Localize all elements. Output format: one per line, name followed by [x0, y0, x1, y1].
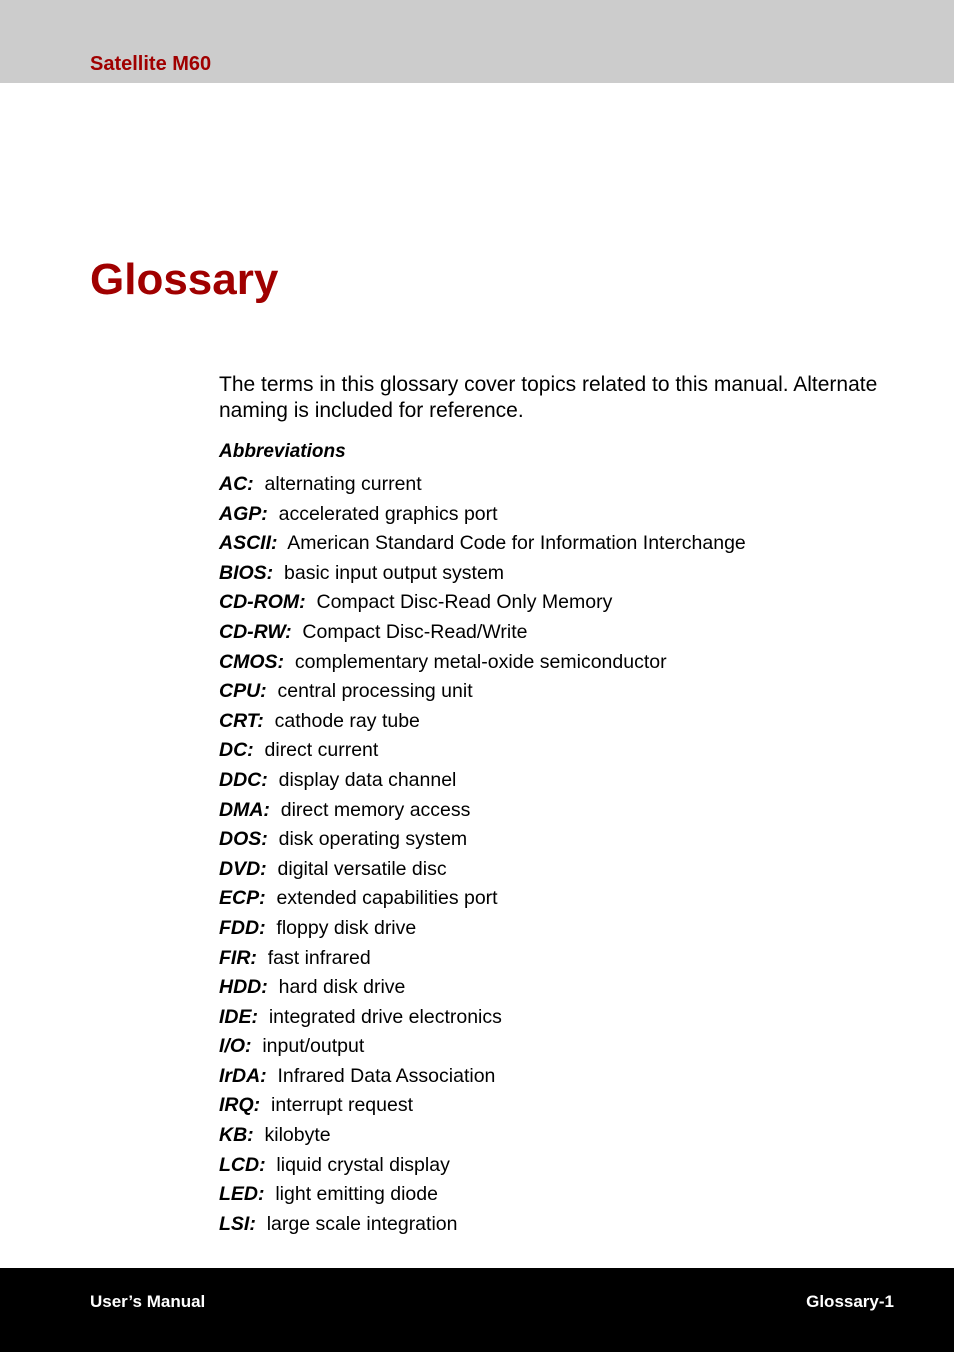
abbreviation-definition: fast infrared: [267, 946, 371, 969]
abbreviation-item: [219, 1210, 919, 1240]
footer-manual-label: User’s Manual: [90, 1292, 206, 1311]
abbreviation-term: CD-ROM:: [219, 591, 306, 614]
abbreviation-item: [219, 944, 919, 974]
abbreviation-term: AC:: [219, 473, 254, 495]
product-name: Satellite M60: [90, 53, 212, 75]
abbreviation-definition: Compact Disc-Read Only Memory: [316, 591, 613, 614]
abbreviation-definition: integrated drive electronics: [268, 1005, 502, 1028]
abbreviation-definition: direct memory access: [280, 798, 471, 821]
abbreviation-item: [219, 1180, 919, 1210]
abbreviation-list: [219, 470, 919, 1239]
abbreviation-term: AGP:: [219, 502, 268, 525]
abbreviation-item: [219, 470, 919, 500]
abbreviation-term: DVD:: [219, 857, 267, 880]
abbreviation-term: IrDA:: [219, 1064, 267, 1087]
abbreviation-item: [219, 1151, 919, 1181]
abbreviation-term: CPU:: [219, 680, 267, 703]
abbreviation-definition: accelerated graphics port: [278, 502, 498, 525]
abbreviation-item: [219, 914, 919, 944]
abbreviation-item: [219, 973, 919, 1003]
abbreviation-definition: extended capabilities port: [276, 887, 498, 910]
abbreviation-item: [219, 677, 919, 707]
abbreviation-definition: interrupt request: [271, 1094, 414, 1117]
abbreviation-term: DMA:: [219, 798, 270, 821]
abbreviation-definition: complementary metal-oxide semiconductor: [294, 650, 667, 673]
abbreviation-item: [219, 884, 919, 914]
abbreviation-definition: Infrared Data Association: [277, 1064, 496, 1087]
abbreviation-item: [219, 559, 919, 589]
abbreviation-term: DC:: [219, 739, 254, 762]
abbreviation-term: DDC:: [219, 768, 268, 791]
abbreviation-item: [219, 1091, 919, 1121]
abbreviation-definition: Compact Disc-Read/Write: [302, 620, 528, 643]
abbreviation-definition: basic input output system: [284, 561, 505, 584]
abbreviation-definition: cathode ray tube: [274, 709, 420, 732]
abbreviation-definition: light emitting diode: [275, 1183, 438, 1206]
intro-paragraph: The terms in this glossary cover topics related to this manual. Alternate naming is included for reference.: [219, 373, 878, 422]
abbreviation-term: IDE:: [219, 1005, 258, 1028]
abbreviation-term: CMOS:: [219, 650, 284, 673]
abbreviation-item: [219, 796, 919, 826]
abbreviation-definition: display data channel: [278, 768, 457, 791]
abbreviation-definition: kilobyte: [264, 1124, 331, 1147]
abbreviation-definition: floppy disk drive: [276, 916, 417, 939]
abbreviation-definition: digital versatile disc: [277, 857, 447, 880]
abbreviation-term: BIOS:: [219, 561, 274, 584]
abbreviation-item: [219, 1032, 919, 1062]
abbreviation-item: [219, 618, 919, 648]
abbreviation-item: [219, 736, 919, 766]
abbreviation-item: [219, 648, 919, 678]
abbreviation-term: I/O:: [219, 1035, 252, 1058]
abbreviation-item: [219, 825, 919, 855]
abbreviation-definition: central processing unit: [277, 680, 473, 703]
abbreviation-item: [219, 588, 919, 618]
abbreviation-item: [219, 1121, 919, 1151]
abbreviation-definition: large scale integration: [266, 1212, 458, 1235]
abbreviation-term: CRT:: [219, 709, 264, 732]
abbreviation-item: [219, 1003, 919, 1033]
abbreviation-definition: input/output: [262, 1035, 365, 1058]
abbreviation-term: LSI:: [219, 1212, 256, 1235]
abbreviation-definition: American Standard Code for Information Interchange: [287, 532, 746, 555]
abbreviation-term: FDD:: [219, 916, 266, 939]
abbreviation-term: CD-RW:: [219, 620, 292, 643]
abbreviation-definition: alternating current: [264, 473, 422, 495]
abbreviation-item: [219, 1062, 919, 1092]
abbreviation-term: KB:: [219, 1124, 254, 1147]
abbreviation-term: LED:: [219, 1183, 265, 1206]
section-heading-abbreviations: Abbreviations: [219, 441, 346, 462]
abbreviation-term: HDD:: [219, 976, 268, 999]
abbreviation-term: DOS:: [219, 828, 268, 851]
abbreviation-definition: liquid crystal display: [276, 1153, 450, 1176]
abbreviation-item: [219, 766, 919, 796]
abbreviation-term: FIR:: [219, 946, 257, 969]
page-title: Glossary: [90, 255, 279, 304]
abbreviation-item: [219, 529, 919, 559]
abbreviation-definition: disk operating system: [278, 828, 468, 851]
abbreviation-term: LCD:: [219, 1153, 266, 1176]
abbreviation-item: [219, 500, 919, 530]
footer-page-number: Glossary-1: [806, 1292, 894, 1311]
abbreviation-item: [219, 855, 919, 885]
abbreviation-term: IRQ:: [219, 1094, 261, 1117]
abbreviation-term: ECP:: [219, 887, 266, 910]
abbreviation-item: [219, 707, 919, 737]
abbreviation-definition: direct current: [264, 739, 379, 762]
abbreviation-definition: hard disk drive: [278, 976, 406, 999]
abbreviation-term: ASCII:: [219, 532, 278, 555]
